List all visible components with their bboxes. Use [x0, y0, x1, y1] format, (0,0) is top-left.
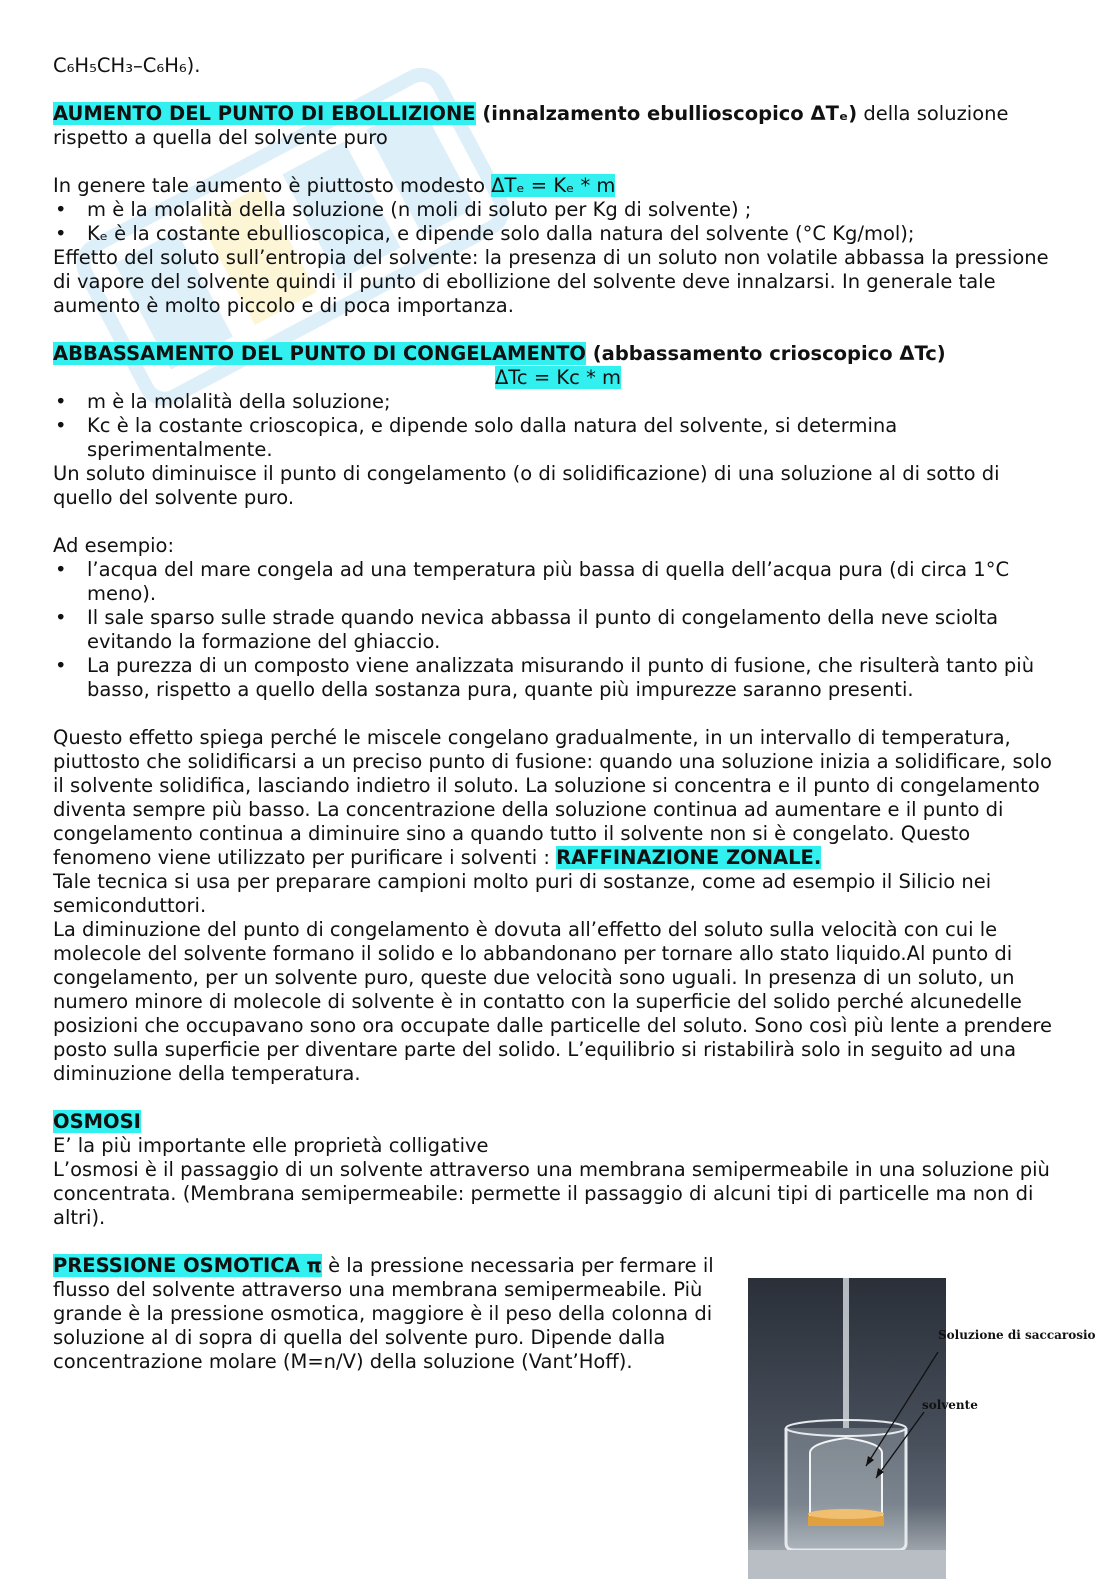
- list-item: • Kₑ è la costante ebullioscopica, e dipende solo dalla natura del solvente (°C Kg/mol);: [53, 222, 1063, 246]
- explanation-paragraph: La diminuzione del punto di congelamento è dovuta all’effetto del soluto sulla velocità con cui le molecole del solvente formano il solido e lo abbandonano per tornare allo stato liquido.Al punto di congelamento, per un solvente puro, queste due velocità sono uguali. In presenza di un soluto, un numero minore di molecole di solvente è in contatto con la superficie del solido perché alcunedelle posizioni che occupavano sono ora occupate dalle particelle del soluto. Sono così più lente a prendere posto sulla superficie per diventare parte del solido. L’equilibrio si ristabilirà solo in seguito ad una diminuzione della temperatura.: [53, 918, 1052, 1085]
- osmosis-heading: OSMOSI: [53, 1110, 141, 1133]
- effect-paragraph: Questo effetto spiega perché le miscele congelano gradualmente, in un intervallo di temperatura, piuttosto che solidificarsi a un preciso punto di fusione: quando una soluzione inizia a solidificare, solo il solvente solidifica, lasciando indietro il soluto. La soluzione si concentra e il punto di congelamento diventa sempre più basso. La concentrazione della soluzione continua ad aumentare e il punto di congelamento continua a diminuire sino a quando tutto il solvente non si è congelato. Questo fenomeno viene utilizzato per purificare i solventi : RAFFINAZIONE ZONALE.: [53, 726, 1052, 869]
- boiling-bullets: [53, 198, 1063, 246]
- document-body: [53, 54, 1063, 1374]
- boiling-formula: ΔTₑ = Kₑ * m: [491, 174, 616, 197]
- formula-line: C₆H₅CH₃–C₆H₆).: [53, 54, 201, 77]
- list-item: • m è la molalità della soluzione (n moli di soluto per Kg di solvente) ;: [53, 198, 1063, 222]
- examples-intro: Ad esempio:: [53, 534, 175, 557]
- boiling-intro: In genere tale aumento è piuttosto modesto ΔTₑ = Kₑ * m: [53, 174, 616, 197]
- freezing-formula-line: [53, 366, 1063, 390]
- boiling-heading-rest: (innalzamento ebullioscopico ΔTₑ): [475, 102, 858, 125]
- osmosis-heading-para: [53, 1110, 1063, 1134]
- freezing-heading-para: [53, 342, 1063, 366]
- list-item: • Il sale sparso sulle strade quando nevica abbassa il punto di congelamento della neve sciolta evitando la formazione del ghiaccio.: [53, 606, 1063, 654]
- osmotic-pressure-heading: PRESSIONE OSMOTICA π: [53, 1254, 322, 1277]
- osmosis-line1: E’ la più importante elle proprietà colligative: [53, 1134, 489, 1157]
- freezing-heading-rest: (abbassamento crioscopico ΔTc): [585, 342, 946, 365]
- zonal-refining: RAFFINAZIONE ZONALE.: [556, 846, 822, 869]
- boiling-heading-para: [53, 102, 1063, 150]
- beaker-illustration: [748, 1278, 946, 1579]
- capillary-tube: [843, 1278, 849, 1428]
- boiling-paragraph: Effetto del soluto sull’entropia del solvente: la presenza di un soluto non volatile abbassa la pressione di vapore del solvente quindi il punto di ebollizione del solvente deve innalzarsi. In generale tale aumento è molto piccolo e di poca importanza.: [53, 246, 1049, 317]
- freezing-formula: ΔTc = Kc * m: [494, 366, 622, 389]
- list-item: • l’acqua del mare congela ad una temperatura più bassa di quella dell’acqua pura (di circa 1°C meno).: [53, 558, 1063, 606]
- freezing-heading: ABBASSAMENTO DEL PUNTO DI CONGELAMENTO: [53, 342, 586, 365]
- osmosis-line2: L’osmosi è il passaggio di un solvente attraverso una membrana semipermeabile in una soluzione più concentrata. (Membrana semipermeabile: permette il passaggio di alcuni tipi di particelle ma non di altri).: [53, 1158, 1050, 1229]
- osmotic-pressure-paragraph: PRESSIONE OSMOTICA π è la pressione necessaria per fermare il flusso del solvente attraverso una membrana semipermeabile. Più grande è la pressione osmotica, maggiore è il peso della colonna di soluzione al di sopra di quella del solvente puro. Dipende dalla concentrazione molare (M=n/V) della soluzione (Vant’Hoff).: [53, 1254, 714, 1373]
- list-item: • La purezza di un composto viene analizzata misurando il punto di fusione, che risulterà tanto più basso, rispetto a quello della sostanza pura, quante più impurezze saranno presenti.: [53, 654, 1063, 702]
- list-item: • Kc è la costante crioscopica, e dipende solo dalla natura del solvente, si determina sperimentalmente.: [53, 414, 1063, 462]
- osmosis-experiment-photo: [748, 1278, 946, 1579]
- label-solvent: solvente: [922, 1398, 978, 1412]
- freezing-bullets: [53, 390, 1063, 462]
- inner-funnel: [810, 1438, 882, 1520]
- technique-paragraph: Tale tecnica si usa per preparare campioni molto puri di sostanze, come ad esempio il Silicio nei semiconduttori.: [53, 870, 992, 917]
- freezing-paragraph: Un soluto diminuisce il punto di congelamento (o di solidificazione) di una soluzione al di sotto di quello del solvente puro.: [53, 462, 1000, 509]
- boiling-heading-tail: della soluzione rispetto a quella del solvente puro: [53, 102, 1009, 149]
- examples-list: [53, 558, 1063, 702]
- label-sucrose-solution: Soluzione di saccarosio: [938, 1328, 1096, 1342]
- boiling-heading: AUMENTO DEL PUNTO DI EBOLLIZIONE: [53, 102, 476, 125]
- list-item: • m è la molalità della soluzione;: [53, 390, 1063, 414]
